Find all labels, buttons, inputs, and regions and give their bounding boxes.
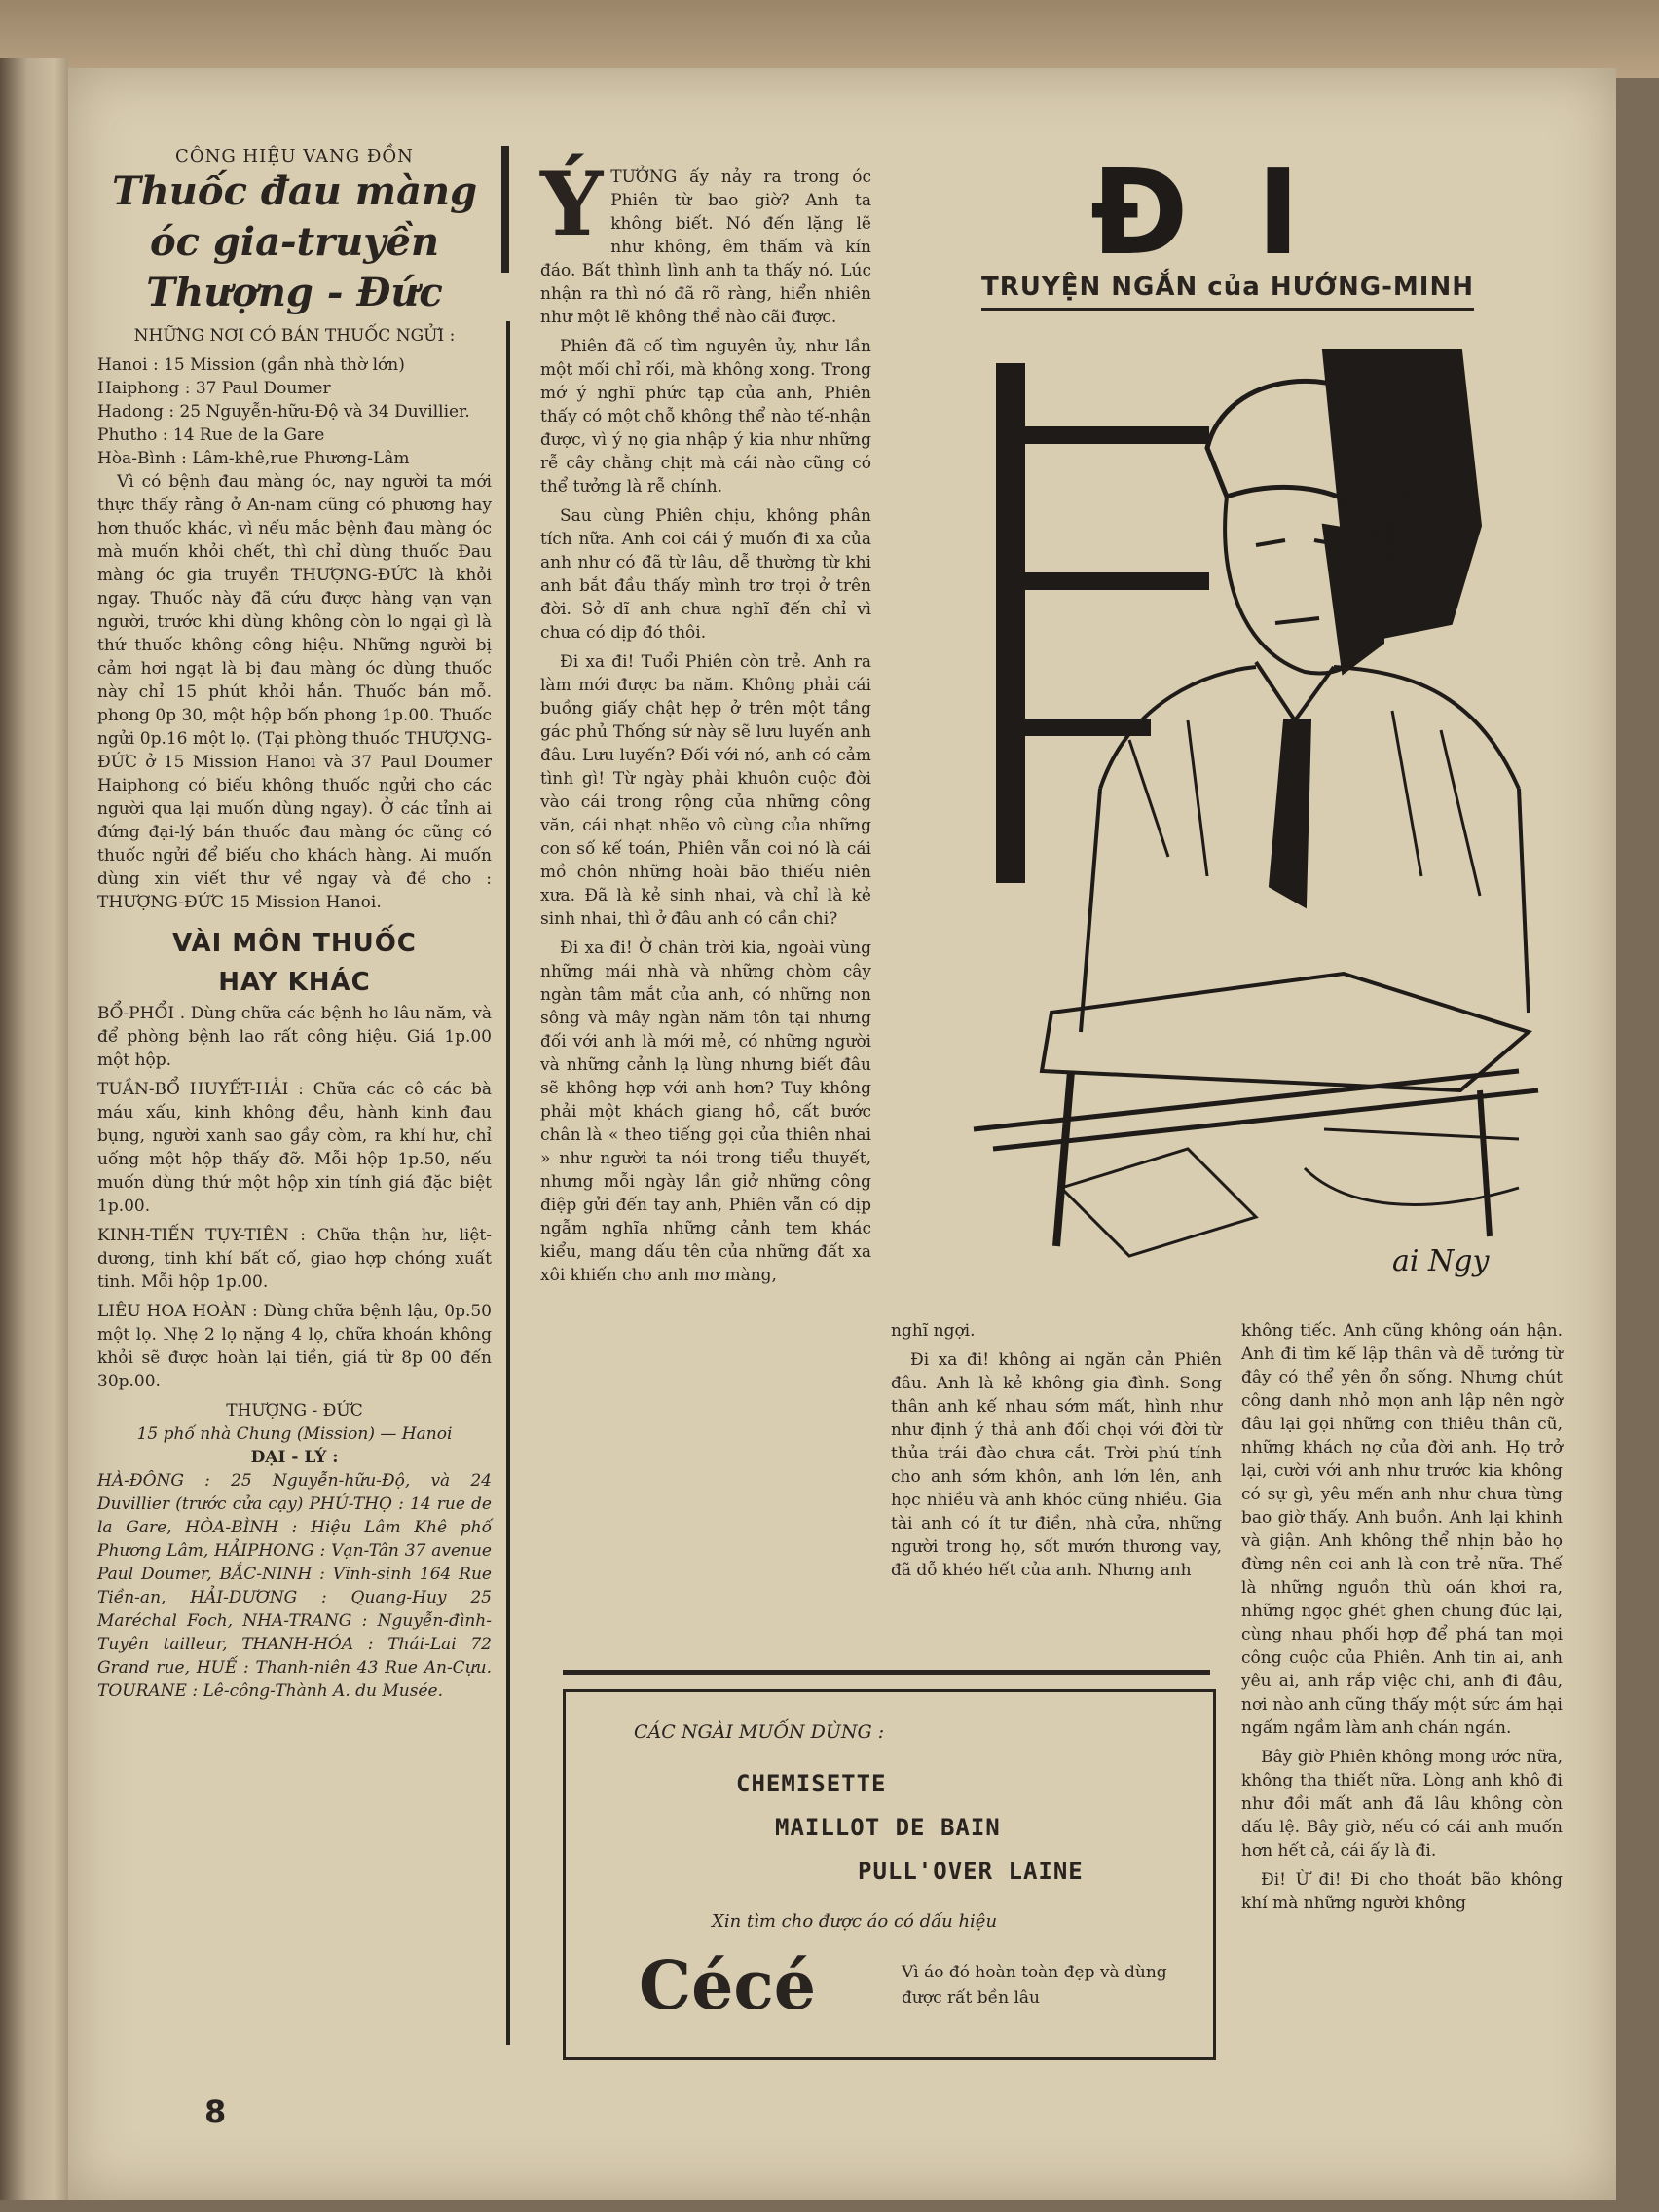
clothing-ad-tagline: Vì áo đó hoàn toàn đẹp và dùng được rất bền lâu bbox=[902, 1963, 1167, 2008]
ad-title-line-2: óc gia-truyền bbox=[149, 219, 440, 265]
brand-logo: Cécé bbox=[639, 1947, 817, 2025]
arms-desk bbox=[1042, 974, 1529, 1090]
story-dropcap: Ý bbox=[540, 153, 604, 256]
story-title: ĐI bbox=[1090, 146, 1369, 281]
section2-title-1: VÀI MÔN THUỐC bbox=[172, 929, 417, 958]
story-col3-para-2: Đi xa đi! không ai ngăn cản Phiên đâu. Anh là kẻ không gia đình. Song thân anh kế nhau sớm mất, hình như như định ý thả anh đối chọi với đời từ thủa trái đào chưa cắt. Trời phú tính cho anh sớm khôn, anh lớn lên, anh học nhiều và anh khóc cũng nhiều. Gia tài anh có ít tư điền, nhà cửa, những người trong họ, sốt mướn thương vay, đã dỗ khéo hết của anh. Nhưng anh bbox=[891, 1350, 1222, 1580]
chair-back-rail-2 bbox=[1013, 574, 1207, 588]
page-number: 8 bbox=[204, 2093, 227, 2130]
location-4: Phutho : 14 Rue de la Gare bbox=[97, 425, 325, 445]
story-para-5: Đi xa đi! Ở chân trời kia, ngoài vùng những mái nhà và những chòm cây ngàn tâm mắt của anh, có những non sông và mây ngàn năm tôn tại nhưng đối với anh là mới mẻ, có những người và những cảnh lạ lùng nhưng biết đâu sẽ không hợp với anh hơn? Tuy không phải một khách giang hồ, cất bước chân là « theo tiếng gọi của thiên nhai » như người ta nói trong tiểu thuyết, nhưng mỗi ngày lần giở những công điệp gửi đến tay anh, Phiên vẫn có dịp ngẫm nghĩa những cảnh tem khác kiểu, mang dấu tên của những đất xa xôi khiến cho anh mơ màng, bbox=[540, 939, 871, 1285]
ad-top-rule bbox=[563, 1670, 1210, 1675]
story-byline: TRUYỆN NGẮN của HƯỚNG-MINH bbox=[981, 273, 1474, 311]
illustration-signature: ai Ngy bbox=[1392, 1244, 1490, 1278]
clothing-item-3: PULL'OVER LAINE bbox=[858, 1858, 1084, 1885]
clothing-item-1: CHEMISETTE bbox=[736, 1770, 887, 1797]
location-5: Hòa-Bình : Lâm-khê,rue Phương-Lâm bbox=[97, 449, 410, 468]
ad-tagline: CÔNG HIỆU VANG ĐỒN bbox=[175, 146, 414, 166]
eye-left bbox=[1256, 540, 1285, 545]
section2-title-2: HAY KHÁC bbox=[218, 968, 371, 997]
story-illustration bbox=[935, 331, 1558, 1285]
remedy-3: KINH-TIẾN TỤY-TIÊN : Chữa thận hư, liệt-dương, tinh khí bất cố, giao hợp chóng xuất tinh. Mỗi hộp 1p.00. bbox=[97, 1226, 492, 1292]
shirt-collar bbox=[1256, 662, 1334, 720]
company-name: THƯỢNG - ĐỨC bbox=[226, 1401, 363, 1420]
story-para-1: TƯỞNG ấy nảy ra trong óc Phiên từ bao giờ? Anh ta không biết. Nó đến lặng lẽ như không, êm thấm và kín đáo. Bất thình lình anh ta thấy nó. Lúc nhận ra thì nó đã rõ ràng, hiển nhiên như một lẽ không thể nào cãi được. bbox=[540, 167, 871, 327]
location-2: Haiphong : 37 Paul Doumer bbox=[97, 379, 331, 398]
column-rule-2 bbox=[506, 321, 510, 2045]
clothing-ad-box bbox=[563, 1689, 1216, 2060]
face-shadow bbox=[1324, 526, 1382, 672]
story-col4-para-1: không tiếc. Anh cũng không oán hận. Anh đi tìm kế lập thân và dễ tưởng từ đây có thể yên ổn sống. Nhưng chút công danh nhỏ mọn anh lập nên ngờ đâu lại gọi những con thiêu thân cũ, những khách nợ của đời anh. Họ trở lại, cười với anh như trước kia không có sự gì, yêu mến anh như chưa từng bao giờ thấy. Anh buồn. Anh lại khinh và giận. Anh không thể nhịn bảo họ đừng nên coi anh là con trẻ nữa. Thế là những nguồn thù oán khơi ra, những ngọc ghét ghen chung đúc lại, cùng nhau phối hợp để phá tan mọi công cuộc của Phiên. Anh tin ai, anh yêu ai, anh rắp việc chi, anh đi đâu, nơi nào anh cũng thấy một sức ám hại ngấm ngầm làm anh chán ngán. bbox=[1241, 1321, 1563, 1738]
clothing-ad-intro: CÁC NGÀI MUỐN DÙNG : bbox=[634, 1721, 885, 1743]
remedy-4: LIÊU HOA HOÀN : Dùng chữa bệnh lậu, 0p.50 một lọ. Nhẹ 2 lọ nặng 4 lọ, chữa khoán không khỏi sẽ được hoàn lại tiền, giá từ 8p 00 đến 30p.00. bbox=[97, 1302, 492, 1391]
story-col4-para-2: Bây giờ Phiên không mong ước nữa, không tha thiết nữa. Lòng anh khô đi như đồi mất anh đã lâu không còn dấu lệ. Bây giờ, nếu có cái anh muốn hơn hết cả, cái ấy là đi. bbox=[1241, 1748, 1563, 1861]
sellers-heading: NHỮNG NƠI CÓ BÁN THUỐC NGỬI : bbox=[133, 326, 456, 346]
agents-heading: ĐẠI - LÝ : bbox=[250, 1448, 339, 1467]
remedy-2: TUẦN-BỔ HUYẾT-HẢI : Chữa các cô các bà máu xấu, kinh không đều, hành kinh đau bụng, người xanh sao gầy còm, ra khí hư, chỉ uống một hộp thấy đỡ. Mỗi hộp 1p.50, nếu muốn dùng thứ một hộp xin tính giá đặc biệt 1p.00. bbox=[97, 1080, 492, 1216]
ad-body: Vì có bệnh đau màng óc, nay người ta mới thực thấy rằng ở An-nam cũng có phương hay hơn thuốc khác, vì nếu mắc bệnh đau màng óc mà muốn khỏi chết, thì chỉ dùng thuốc Đau màng óc gia truyền THƯỢNG-ĐỨC là khỏi ngay. Thuốc này đã cứu được hàng vạn vạn người, trước khi dùng không còn lo ngại gì là thứ thuốc không công hiệu. Những người bị cảm hơi ngạt là bị đau màng óc dùng thuốc này chỉ 15 phút khỏi hẳn. Thuốc bán mỗ. phong 0p 30, một hộp bốn phong 1p.00. Thuốc ngửi 0p.16 một lọ. (Tại phòng thuốc THƯỢNG-ĐỨC ở 15 Mission Hanoi và 37 Paul Doumer Haiphong có biếu không thuốc ngửi cho các người qua lại muốn dùng ngay). Ở các tỉnh ai đứng đại-lý bán thuốc đau màng óc cũng có thuốc ngửi để biếu cho khách hàng. Ai muốn dùng xin viết thư về ngay và đề cho : THƯỢNG-ĐỨC 15 Mission Hanoi. bbox=[97, 472, 492, 912]
desk-leg-left bbox=[1056, 1071, 1071, 1246]
desk-leg-right bbox=[1480, 1090, 1490, 1236]
medicine-ad-column bbox=[97, 146, 492, 1709]
agents-list: HÀ-ĐÔNG : 25 Nguyễn-hữu-Độ, và 24 Duvillier (trước cửa cạy) PHÚ-THỌ : 14 rue de la Gare, HÒA-BÌNH : Hiệu Lâm Khê phố Phương Lâm, HẢIPHONG : Vạn-Tân 37 avenue Paul Doumer, BẮC-NINH : Vĩnh-sinh 164 Rue Tiền-an, HẢI-DƯƠNG : Quang-Huy 25 Maréchal Foch, NHA-TRANG : Nguyễn-đình-Tuyên tailleur, THANH-HÓA : Thái-Lai 72 Grand rue, HUẾ : Thanh-niên 43 Rue An-Cựu. TOURANE : Lê-công-Thành A. du Musée. bbox=[97, 1471, 492, 1701]
company-address: 15 phố nhà Chung (Mission) — Hanoi bbox=[136, 1424, 453, 1444]
clothing-ad-note: Xin tìm cho được áo có dấu hiệu bbox=[712, 1911, 998, 1932]
story-column-1 bbox=[540, 153, 871, 1293]
papers bbox=[1061, 1149, 1256, 1256]
desk-background bbox=[0, 0, 1659, 78]
book-edge bbox=[0, 58, 68, 2200]
tie bbox=[1271, 720, 1309, 905]
story-col4-para-3: Đi! Ừ đi! Đi cho thoát bão không khí mà những người không bbox=[1241, 1870, 1563, 1913]
story-para-4: Đi xa đi! Tuổi Phiên còn trẻ. Anh ra làm mới được ba năm. Không phải cái buồng giấy chật hẹp ở trên một tầng gác phủ Thống sứ này sẽ lưu luyến anh đâu. Lưu luyến? Đối với nó, anh có cảm tình gì! Từ ngày phải khuôn cuộc đời vào cái trong rộng của những công văn, cái nhạt nhẽo vô cùng của những con số kế toán, Phiên vẫn coi nó là cái mồ chôn những hoài bão thiếu niên xưa. Đã là kẻ sinh nhai, và chỉ là kẻ sinh nhai, thì ở đâu anh có cần chi? bbox=[540, 652, 871, 929]
story-col3-para-1: nghĩ ngợi. bbox=[891, 1321, 976, 1341]
chair-back-rail-1 bbox=[1013, 428, 1207, 442]
location-1: Hanoi : 15 Mission (gần nhà thờ lớn) bbox=[97, 355, 405, 375]
story-column-3 bbox=[1241, 1319, 1563, 1921]
column-rule-1 bbox=[501, 146, 509, 273]
clothing-item-2: MAILLOT DE BAIN bbox=[775, 1814, 1001, 1841]
ad-title-line-3: Thượng - Đức bbox=[146, 270, 443, 315]
remedy-1: BỔ-PHỔI . Dùng chữa các bệnh ho lâu năm, và để phòng bệnh lao rất công hiệu. Giá 1p.00 một hộp. bbox=[97, 1004, 492, 1070]
location-3: Hadong : 25 Nguyễn-hữu-Độ và 34 Duvillier. bbox=[97, 402, 470, 422]
story-para-2: Phiên đã cố tìm nguyên ủy, như lần một mối chỉ rối, mà không xong. Trong mớ ý nghĩ phức tạp của anh, Phiên thấy có một chỗ không thể nào tế-nhận được, vì ý nọ gia nhập ý kia như những rễ cây chằng chịt mà cái nào cũng có thể tưởng là rễ chính. bbox=[540, 337, 871, 497]
story-para-3: Sau cùng Phiên chịu, không phân tích nữa. Anh coi cái ý muốn đi xa của anh như có đã từ lâu, dễ thường từ khi anh bắt đầu thấy mình trơ trọi ở trên đời. Sở dĩ anh chưa nghĩ đến chỉ vì chưa có dịp đó thôi. bbox=[540, 506, 871, 643]
ad-title-line-1: Thuốc đau màng bbox=[111, 168, 478, 214]
mouth bbox=[1275, 618, 1319, 623]
story-column-2 bbox=[891, 1319, 1222, 1588]
